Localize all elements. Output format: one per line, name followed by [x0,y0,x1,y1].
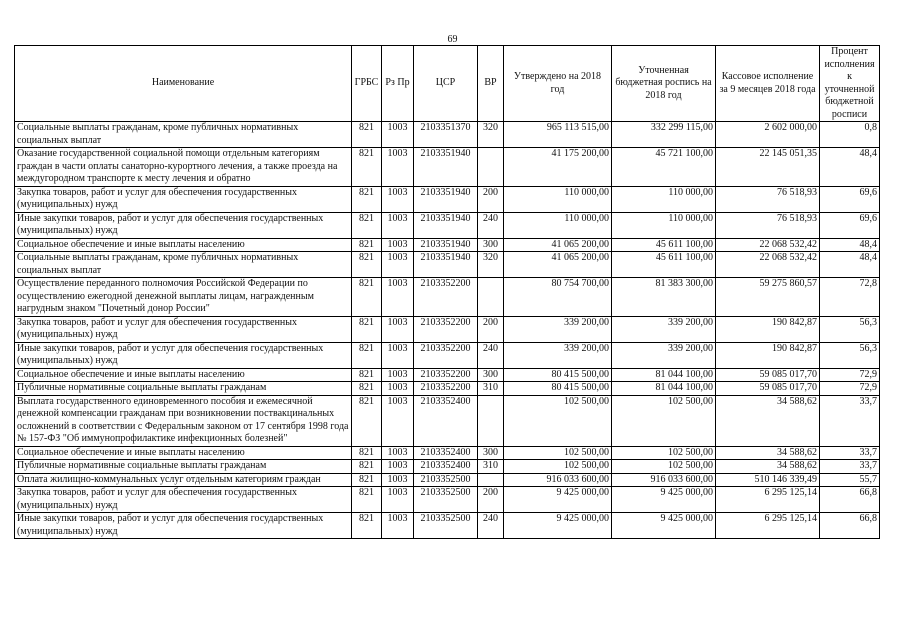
header-updated: Уточненная бюджетная роспись на 2018 год [612,46,716,122]
row-rz-pr: 1003 [382,382,414,396]
row-percent: 72,9 [820,368,880,382]
row-csr: 2103352400 [414,446,478,460]
row-name: Иные закупки товаров, работ и услуг для обеспечения государственных (муниципальных) нужд [15,212,352,238]
row-grbs: 821 [352,186,382,212]
row-updated: 102 500,00 [612,395,716,446]
row-cash: 22 068 532,42 [716,238,820,252]
row-rz-pr: 1003 [382,473,414,487]
row-name: Осуществление переданного полномочия Российской Федерации по осуществлению ежегодной денежной выплаты лицам, награжденным нагрудным знаком "Почетный донор России" [15,278,352,317]
row-percent: 69,6 [820,186,880,212]
row-rz-pr: 1003 [382,446,414,460]
row-percent: 69,6 [820,212,880,238]
row-cash: 34 588,62 [716,446,820,460]
table-row [15,316,880,342]
row-updated: 81 044 100,00 [612,368,716,382]
row-rz-pr: 1003 [382,186,414,212]
header-percent: Процент исполнения к уточненной бюджетной росписи [820,46,880,122]
row-vr: 300 [478,238,504,252]
row-grbs: 821 [352,513,382,539]
row-vr: 300 [478,368,504,382]
row-updated: 339 200,00 [612,316,716,342]
row-name: Социальные выплаты гражданам, кроме публичных нормативных социальных выплат [15,122,352,148]
row-percent: 48,4 [820,252,880,278]
row-approved: 41 065 200,00 [504,252,612,278]
table-row [15,186,880,212]
table-row [15,368,880,382]
row-approved: 9 425 000,00 [504,487,612,513]
row-percent: 56,3 [820,316,880,342]
row-grbs: 821 [352,395,382,446]
row-vr: 200 [478,487,504,513]
row-vr: 200 [478,316,504,342]
row-approved: 102 500,00 [504,395,612,446]
row-updated: 110 000,00 [612,212,716,238]
table-row [15,122,880,148]
row-csr: 2103352400 [414,395,478,446]
header-csr: ЦСР [414,46,478,122]
row-percent: 66,8 [820,513,880,539]
row-approved: 110 000,00 [504,186,612,212]
row-rz-pr: 1003 [382,395,414,446]
row-cash: 76 518,93 [716,212,820,238]
row-approved: 102 500,00 [504,446,612,460]
row-percent: 72,8 [820,278,880,317]
row-updated: 102 500,00 [612,460,716,474]
row-percent: 55,7 [820,473,880,487]
row-percent: 33,7 [820,460,880,474]
budget-table [14,45,880,539]
row-rz-pr: 1003 [382,316,414,342]
row-csr: 2103352500 [414,513,478,539]
row-grbs: 821 [352,460,382,474]
row-grbs: 821 [352,252,382,278]
row-grbs: 821 [352,382,382,396]
row-name: Социальное обеспечение и иные выплаты населению [15,238,352,252]
row-rz-pr: 1003 [382,487,414,513]
row-updated: 9 425 000,00 [612,487,716,513]
row-updated: 81 044 100,00 [612,382,716,396]
row-updated: 102 500,00 [612,446,716,460]
row-csr: 2103351940 [414,252,478,278]
row-name: Оплата жилищно-коммунальных услуг отдельным категориям граждан [15,473,352,487]
row-name: Закупка товаров, работ и услуг для обеспечения государственных (муниципальных) нужд [15,316,352,342]
row-rz-pr: 1003 [382,148,414,187]
row-csr: 2103351940 [414,238,478,252]
row-name: Закупка товаров, работ и услуг для обеспечения государственных (муниципальных) нужд [15,186,352,212]
row-grbs: 821 [352,238,382,252]
row-csr: 2103352200 [414,278,478,317]
row-vr [478,473,504,487]
row-csr: 2103352200 [414,316,478,342]
row-approved: 80 415 500,00 [504,382,612,396]
row-grbs: 821 [352,446,382,460]
row-cash: 59 085 017,70 [716,368,820,382]
row-vr [478,278,504,317]
row-vr [478,148,504,187]
row-name: Иные закупки товаров, работ и услуг для обеспечения государственных (муниципальных) нужд [15,513,352,539]
row-grbs: 821 [352,316,382,342]
row-cash: 34 588,62 [716,395,820,446]
row-approved: 9 425 000,00 [504,513,612,539]
row-csr: 2103352400 [414,460,478,474]
row-grbs: 821 [352,473,382,487]
header-name: Наименование [15,46,352,122]
row-updated: 339 200,00 [612,342,716,368]
row-approved: 110 000,00 [504,212,612,238]
row-cash: 190 842,87 [716,342,820,368]
row-csr: 2103351940 [414,212,478,238]
table-row [15,487,880,513]
row-approved: 916 033 600,00 [504,473,612,487]
row-name: Выплата государственного единовременного пособия и ежемесячной денежной компенсации гражданам при возникновении поствакцинальных осложнений в соответствии с Федеральным законом от 17 сентября 1998 года № 157-ФЗ "Об иммунопрофилактике инфекционных болезней" [15,395,352,446]
row-updated: 45 611 100,00 [612,252,716,278]
row-csr: 2103351940 [414,148,478,187]
row-grbs: 821 [352,342,382,368]
row-vr: 320 [478,122,504,148]
row-rz-pr: 1003 [382,278,414,317]
table-row [15,212,880,238]
row-grbs: 821 [352,368,382,382]
row-percent: 48,4 [820,148,880,187]
row-csr: 2103352500 [414,473,478,487]
row-updated: 81 383 300,00 [612,278,716,317]
table-row [15,342,880,368]
row-cash: 59 085 017,70 [716,382,820,396]
row-name: Социальное обеспечение и иные выплаты населению [15,446,352,460]
row-approved: 41 065 200,00 [504,238,612,252]
row-name: Закупка товаров, работ и услуг для обеспечения государственных (муниципальных) нужд [15,487,352,513]
header-vr: ВР [478,46,504,122]
header-cash: Кассовое исполнение за 9 месяцев 2018 года [716,46,820,122]
row-vr: 240 [478,513,504,539]
row-grbs: 821 [352,122,382,148]
row-percent: 56,3 [820,342,880,368]
row-updated: 110 000,00 [612,186,716,212]
row-approved: 80 415 500,00 [504,368,612,382]
row-name: Социальные выплаты гражданам, кроме публичных нормативных социальных выплат [15,252,352,278]
row-name: Иные закупки товаров, работ и услуг для обеспечения государственных (муниципальных) нужд [15,342,352,368]
row-cash: 59 275 860,57 [716,278,820,317]
row-rz-pr: 1003 [382,122,414,148]
row-cash: 22 145 051,35 [716,148,820,187]
row-vr: 320 [478,252,504,278]
row-cash: 6 295 125,14 [716,513,820,539]
row-updated: 45 721 100,00 [612,148,716,187]
row-rz-pr: 1003 [382,513,414,539]
row-percent: 33,7 [820,446,880,460]
row-csr: 2103352200 [414,382,478,396]
row-name: Публичные нормативные социальные выплаты гражданам [15,460,352,474]
row-cash: 76 518,93 [716,186,820,212]
row-csr: 2103352200 [414,342,478,368]
row-percent: 72,9 [820,382,880,396]
row-percent: 48,4 [820,238,880,252]
row-vr: 240 [478,212,504,238]
row-vr: 300 [478,446,504,460]
row-vr: 200 [478,186,504,212]
row-cash: 22 068 532,42 [716,252,820,278]
row-name: Социальное обеспечение и иные выплаты населению [15,368,352,382]
row-vr: 240 [478,342,504,368]
header-rz-pr: Рз Пр [382,46,414,122]
row-csr: 2103351940 [414,186,478,212]
table-row [15,382,880,396]
row-approved: 80 754 700,00 [504,278,612,317]
row-name: Публичные нормативные социальные выплаты гражданам [15,382,352,396]
row-approved: 965 113 515,00 [504,122,612,148]
row-rz-pr: 1003 [382,212,414,238]
row-cash: 190 842,87 [716,316,820,342]
row-rz-pr: 1003 [382,342,414,368]
row-rz-pr: 1003 [382,238,414,252]
row-percent: 33,7 [820,395,880,446]
row-approved: 339 200,00 [504,316,612,342]
row-grbs: 821 [352,148,382,187]
row-cash: 510 146 339,49 [716,473,820,487]
table-row [15,278,880,317]
table-row [15,395,880,446]
row-name: Оказание государственной социальной помощи отдельным категориям граждан в части оплаты санаторно-курортного лечения, а также проезда на междугородном транспорте к месту лечения и обратно [15,148,352,187]
row-cash: 6 295 125,14 [716,487,820,513]
header-grbs: ГРБС [352,46,382,122]
row-approved: 41 175 200,00 [504,148,612,187]
row-updated: 332 299 115,00 [612,122,716,148]
table-row [15,460,880,474]
row-csr: 2103351370 [414,122,478,148]
table-row [15,148,880,187]
row-rz-pr: 1003 [382,368,414,382]
row-approved: 102 500,00 [504,460,612,474]
row-updated: 916 033 600,00 [612,473,716,487]
row-percent: 66,8 [820,487,880,513]
table-row [15,513,880,539]
page-number: 69 [447,34,458,45]
row-updated: 9 425 000,00 [612,513,716,539]
row-rz-pr: 1003 [382,460,414,474]
table-header-row [15,46,880,122]
row-updated: 45 611 100,00 [612,238,716,252]
table-row [15,238,880,252]
table-row [15,252,880,278]
row-grbs: 821 [352,487,382,513]
row-cash: 2 602 000,00 [716,122,820,148]
row-vr [478,395,504,446]
row-rz-pr: 1003 [382,252,414,278]
header-approved: Утверждено на 2018 год [504,46,612,122]
table-row [15,473,880,487]
row-vr: 310 [478,382,504,396]
row-csr: 2103352200 [414,368,478,382]
row-percent: 0,8 [820,122,880,148]
row-grbs: 821 [352,278,382,317]
table-row [15,446,880,460]
row-cash: 34 588,62 [716,460,820,474]
row-approved: 339 200,00 [504,342,612,368]
row-grbs: 821 [352,212,382,238]
row-csr: 2103352500 [414,487,478,513]
row-vr: 310 [478,460,504,474]
